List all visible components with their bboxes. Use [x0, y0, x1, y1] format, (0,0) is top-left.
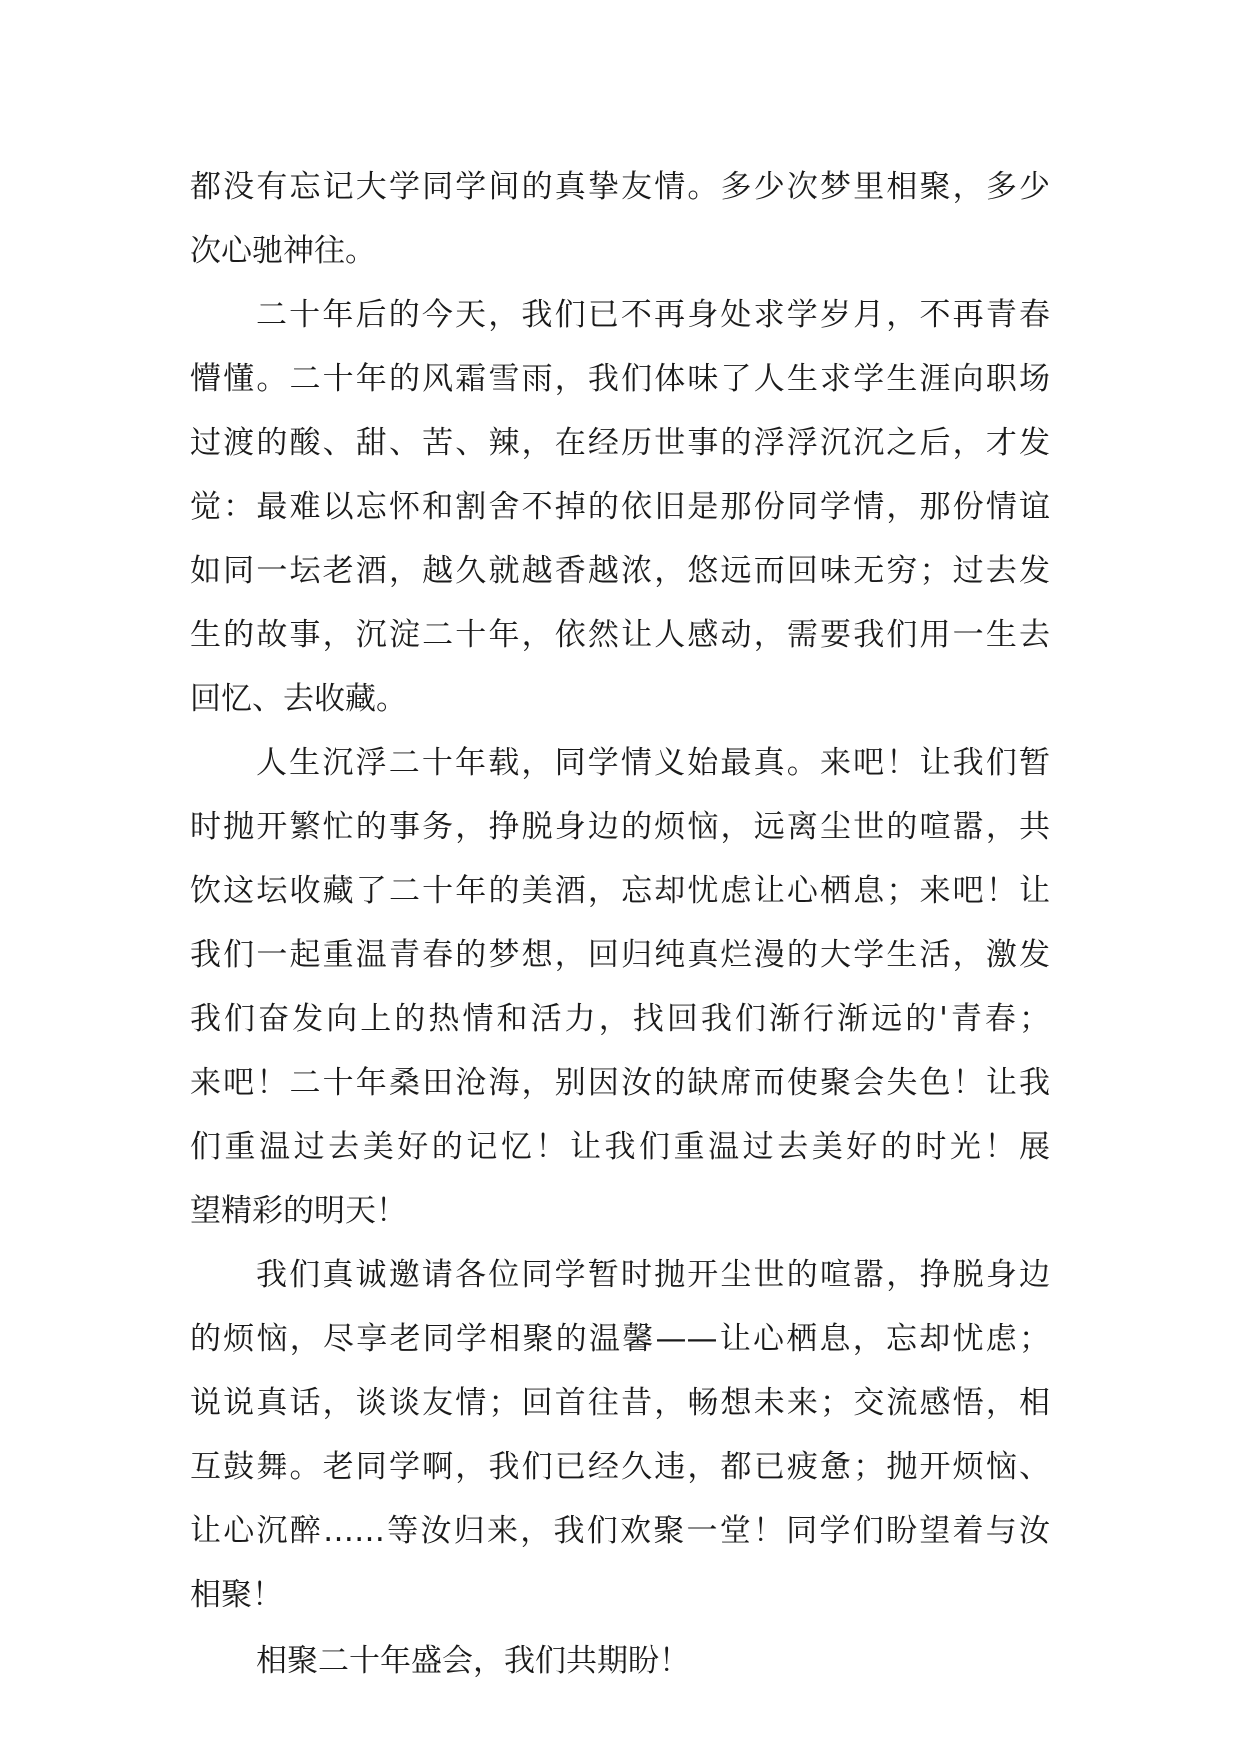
body-text — [190, 155, 1050, 1693]
text-line: 懵懂。二十年的风霜雪雨，我们体味了人生求学生涯向职场 — [190, 361, 1050, 397]
paragraph — [190, 155, 1050, 283]
text-line: 互鼓舞。老同学啊，我们已经久违，都已疲惫；抛开烦恼、 — [190, 1449, 1050, 1485]
text-line: 我们一起重温青春的梦想，回归纯真烂漫的大学生活，激发 — [190, 937, 1050, 973]
text-line: 让心沉醉……等汝归来，我们欢聚一堂！同学们盼望着与汝 — [190, 1513, 1050, 1549]
text-line: 说说真话，谈谈友情；回首往昔，畅想未来；交流感悟，相 — [190, 1385, 1050, 1421]
text-line: 过渡的酸、甜、苦、辣，在经历世事的浮浮沉沉之后，才发 — [190, 425, 1050, 461]
paragraph — [190, 1629, 1050, 1693]
text-line: 来吧！二十年桑田沧海，别因汝的缺席而使聚会失色！让我 — [190, 1065, 1050, 1101]
text-line: 们重温过去美好的记忆！让我们重温过去美好的时光！展 — [190, 1129, 1050, 1165]
text-line: 二十年后的今天，我们已不再身处求学岁月，不再青春 — [256, 297, 1050, 333]
text-line: 我们奋发向上的热情和活力，找回我们渐行渐远的'青春； — [190, 1001, 1050, 1037]
text-line: 相聚！ — [190, 1577, 283, 1613]
paragraph — [190, 1243, 1050, 1627]
text-line: 人生沉浮二十年载，同学情义始最真。来吧！让我们暂 — [256, 745, 1050, 781]
text-line: 相聚二十年盛会，我们共期盼！ — [256, 1643, 690, 1679]
text-line: 回忆、去收藏。 — [190, 681, 407, 717]
text-line: 的烦恼，尽享老同学相聚的温馨——让心栖息，忘却忧虑； — [190, 1321, 1050, 1357]
text-line: 都没有忘记大学同学间的真挚友情。多少次梦里相聚，多少 — [190, 169, 1050, 205]
text-line: 望精彩的明天！ — [190, 1193, 407, 1229]
text-line: 时抛开繁忙的事务，挣脱身边的烦恼，远离尘世的喧嚣，共 — [190, 809, 1050, 845]
text-line: 次心驰神往。 — [190, 233, 376, 269]
text-line: 觉：最难以忘怀和割舍不掉的依旧是那份同学情，那份情谊 — [190, 489, 1050, 525]
text-line: 我们真诚邀请各位同学暂时抛开尘世的喧嚣，挣脱身边 — [256, 1257, 1050, 1293]
text-line: 如同一坛老酒，越久就越香越浓，悠远而回味无穷；过去发 — [190, 553, 1050, 589]
text-line: 生的故事，沉淀二十年，依然让人感动，需要我们用一生去 — [190, 617, 1050, 653]
paragraph — [190, 283, 1050, 731]
text-line: 饮这坛收藏了二十年的美酒，忘却忧虑让心栖息；来吧！让 — [190, 873, 1050, 909]
paragraph — [190, 731, 1050, 1243]
